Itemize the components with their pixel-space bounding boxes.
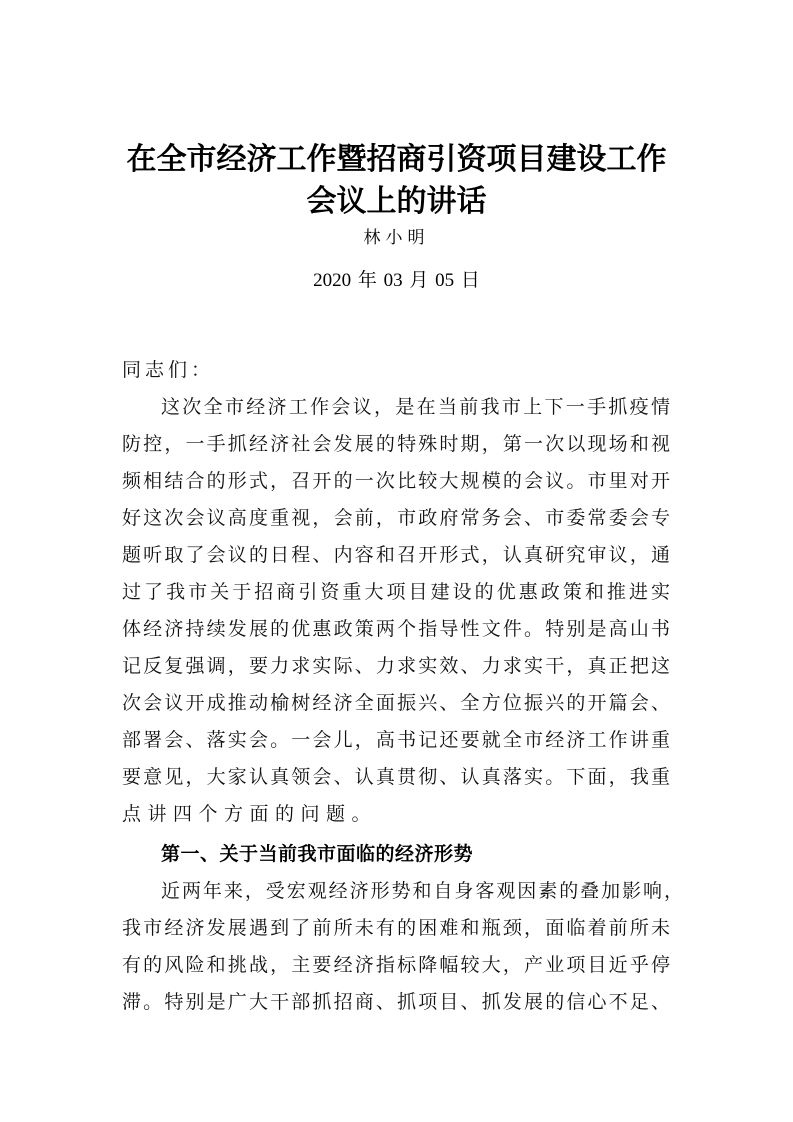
document-title-line-1: 在全市经济工作暨招商引资项目建设工作 [126,142,667,177]
paragraph-1-line: 部署会、落实会。一会儿，高书记还要就全市经济工作讲重 [122,729,670,751]
paragraph-2-line: 近两年来，受宏观经济形势和自身客观因素的叠加影响， [161,880,683,902]
paragraph-1-line: 频相结合的形式，召开的一次比较大规模的会议。市里对开 [122,470,670,492]
salutation: 同志们： [122,359,215,381]
document-date: 2020 年 03 月 05 日 [313,270,480,291]
paragraph-2-line: 我市经济发展遇到了前所未有的困难和瓶颈，面临着前所未 [122,917,670,939]
paragraph-1-line: 题听取了会议的日程、内容和召开形式，认真研究审议，通 [122,544,670,566]
paragraph-1-line: 防控，一手抓经济社会发展的特殊时期，第一次以现场和视 [122,433,670,455]
author-name: 林小明 [363,228,430,248]
paragraph-1-line: 点讲四个方面的问题。 [122,803,378,825]
paragraph-1-line: 要意见，大家认真领会、认真贯彻、认真落实。下面，我重 [122,766,670,788]
document-title-line-2: 会议上的讲话 [306,184,487,219]
section-1-heading: 第一、关于当前我市面临的经济形势 [161,843,474,865]
paragraph-2-line: 有的风险和挑战，主要经济指标降幅较大，产业项目近乎停 [122,954,670,976]
paragraph-1-line: 次会议开成推动榆树经济全面振兴、全方位振兴的开篇会、 [122,692,670,714]
paragraph-2-line: 滞。特别是广大干部抓招商、抓项目、抓发展的信心不足、 [122,991,670,1013]
paragraph-1-line: 记反复强调，要力求实际、力求实效、力求实干，真正把这 [122,655,670,677]
paragraph-1-line: 体经济持续发展的优惠政策两个指导性文件。特别是高山书 [122,618,670,640]
paragraph-1-line: 好这次会议高度重视，会前，市政府常务会、市委常委会专 [122,507,670,529]
paragraph-1-line: 过了我市关于招商引资重大项目建设的优惠政策和推进实 [122,581,670,603]
paragraph-1-line: 这次全市经济工作会议，是在当前我市上下一手抓疫情 [161,396,670,418]
